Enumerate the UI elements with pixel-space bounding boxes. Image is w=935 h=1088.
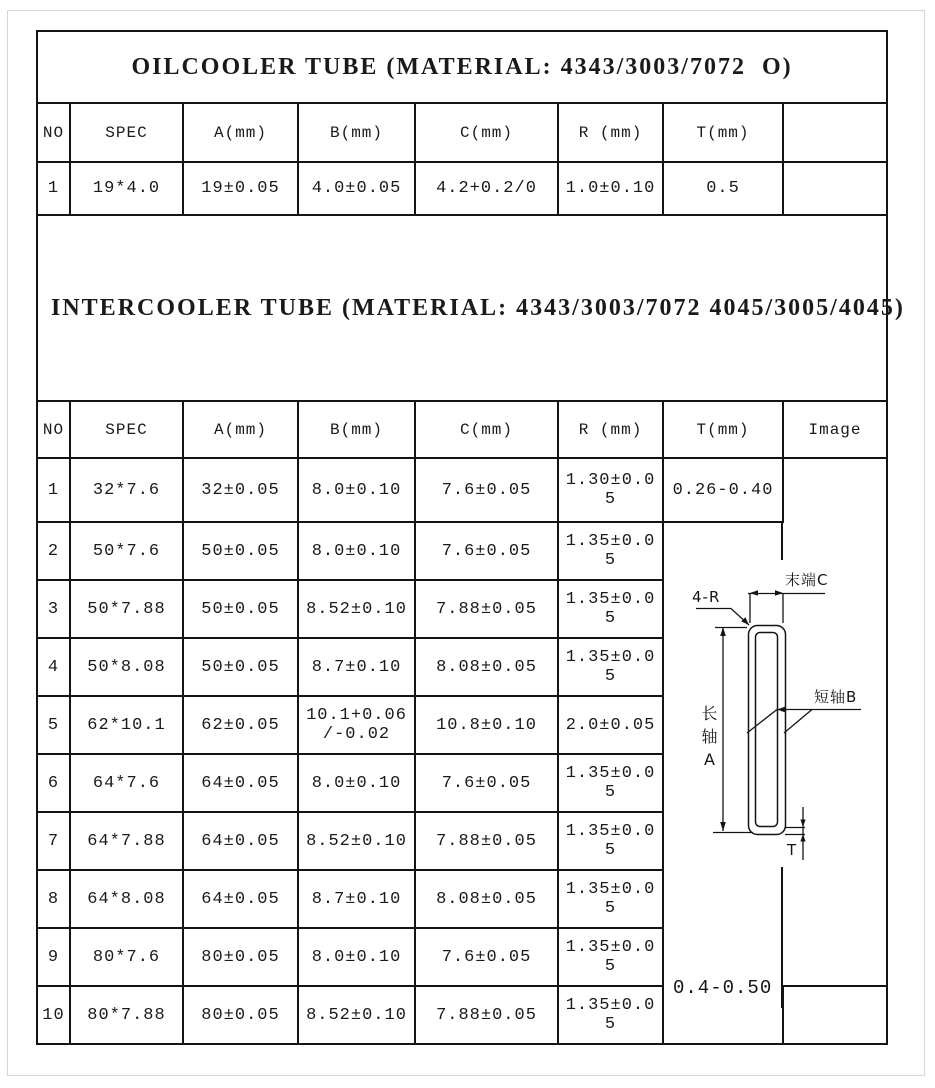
cell-b: 8.52±0.10 (298, 986, 415, 1044)
cell-c: 7.88±0.05 (415, 812, 558, 870)
cell-no: 3 (37, 580, 70, 638)
t-range-bottom: 0.4-0.50 (673, 977, 773, 999)
cell-no: 1 (37, 458, 70, 522)
cell-c: 7.6±0.05 (415, 522, 558, 580)
long-axis-label: 长轴A (701, 704, 719, 770)
cell-c: 7.88±0.05 (415, 986, 558, 1044)
col-header-b: B(mm) (298, 103, 415, 162)
cell-no: 9 (37, 928, 70, 986)
cell-b: 8.0±0.10 (298, 928, 415, 986)
col-header-r: R (mm) (558, 103, 663, 162)
cell-a: 64±0.05 (183, 812, 298, 870)
cell-a: 50±0.05 (183, 522, 298, 580)
cell-b: 4.0±0.05 (298, 162, 415, 215)
cell-no: 1 (37, 162, 70, 215)
cell-b: 8.7±0.10 (298, 638, 415, 696)
cell-no: 5 (37, 696, 70, 754)
cell-no: 8 (37, 870, 70, 928)
cell-a: 80±0.05 (183, 928, 298, 986)
col-header-spec: SPEC (70, 401, 183, 458)
cell-c: 8.08±0.05 (415, 870, 558, 928)
cell-spec: 64*8.08 (70, 870, 183, 928)
cell-b: 8.0±0.10 (298, 754, 415, 812)
cell-no: 6 (37, 754, 70, 812)
cell-a: 64±0.05 (183, 754, 298, 812)
cell-a: 50±0.05 (183, 638, 298, 696)
cell-r: 1.35±0.05 (558, 986, 663, 1044)
cell-c: 7.6±0.05 (415, 754, 558, 812)
intercooler-table (36, 400, 888, 1045)
intercooler-title-block (36, 216, 905, 400)
cell-spec: 50*7.88 (70, 580, 183, 638)
cell-b: 8.0±0.10 (298, 458, 415, 522)
col-header-t: T(mm) (663, 401, 783, 458)
cell-spec: 50*7.6 (70, 522, 183, 580)
cell-r: 1.35±0.05 (558, 812, 663, 870)
cell-r: 1.35±0.05 (558, 522, 663, 580)
cell-t-range: 0.26-0.40 (663, 458, 783, 522)
col-header-b: B(mm) (298, 401, 415, 458)
cell-r: 1.35±0.05 (558, 754, 663, 812)
table-row (37, 522, 887, 580)
cell-spec: 64*7.88 (70, 812, 183, 870)
cell-c: 8.08±0.05 (415, 638, 558, 696)
cell-b: 8.52±0.10 (298, 812, 415, 870)
col-header-no: NO (37, 401, 70, 458)
col-header-r: R (mm) (558, 401, 663, 458)
image-cell-bottom (783, 986, 887, 1044)
cell-a: 32±0.05 (183, 458, 298, 522)
intercooler-title: INTERCOOLER TUBE (MATERIAL: 4343/3003/7072 4045/3005/4045) (51, 294, 905, 321)
table-row (37, 162, 887, 215)
cell-spec: 62*10.1 (70, 696, 183, 754)
col-header-a: A(mm) (183, 401, 298, 458)
col-header-blank (783, 103, 887, 162)
table-row (37, 458, 887, 522)
cell-r: 2.0±0.05 (558, 696, 663, 754)
cell-spec: 80*7.6 (70, 928, 183, 986)
thickness-label: T (787, 841, 798, 859)
cell-a: 19±0.05 (183, 162, 298, 215)
cell-r: 1.35±0.05 (558, 870, 663, 928)
cell-a: 62±0.05 (183, 696, 298, 754)
cell-no: 10 (37, 986, 70, 1044)
cell-r: 1.35±0.05 (558, 638, 663, 696)
cell-b: 8.7±0.10 (298, 870, 415, 928)
table-header-row (37, 401, 887, 458)
cell-spec: 80*7.88 (70, 986, 183, 1044)
cell-b: 8.52±0.10 (298, 580, 415, 638)
cell-c: 10.8±0.10 (415, 696, 558, 754)
cell-no: 2 (37, 522, 70, 580)
cell-c: 4.2+0.2/0 (415, 162, 558, 215)
col-header-image: Image (783, 401, 887, 458)
cell-a: 64±0.05 (183, 870, 298, 928)
table-header-row (37, 103, 887, 162)
cell-r: 1.35±0.05 (558, 580, 663, 638)
image-column-merged (783, 458, 887, 986)
cell-c: 7.6±0.05 (415, 928, 558, 986)
table-row (37, 31, 887, 103)
cell-a: 50±0.05 (183, 580, 298, 638)
short-axis-label: 短轴B (814, 688, 858, 706)
cell-c: 7.88±0.05 (415, 580, 558, 638)
end-width-label: 末端C (785, 571, 829, 589)
corner-radius-label: 4-R (692, 588, 721, 606)
cell-t: 0.5 (663, 162, 783, 215)
cell-spec: 64*7.6 (70, 754, 183, 812)
cell-no: 4 (37, 638, 70, 696)
col-header-c: C(mm) (415, 401, 558, 458)
cell-spec: 50*8.08 (70, 638, 183, 696)
cell-no: 7 (37, 812, 70, 870)
cell-spec: 32*7.6 (70, 458, 183, 522)
cell-blank (783, 162, 887, 215)
col-header-c: C(mm) (415, 103, 558, 162)
cell-b: 8.0±0.10 (298, 522, 415, 580)
oilcooler-title: OILCOOLER TUBE (MATERIAL: 4343/3003/7072 O) (37, 31, 887, 103)
cell-r: 1.35±0.05 (558, 928, 663, 986)
cell-r: 1.0±0.10 (558, 162, 663, 215)
col-header-t: T(mm) (663, 103, 783, 162)
cell-r: 1.30±0.05 (558, 458, 663, 522)
t-column-merged (663, 522, 858, 1044)
cell-a: 80±0.05 (183, 986, 298, 1044)
col-header-no: NO (37, 103, 70, 162)
oilcooler-table (36, 30, 888, 216)
col-header-a: A(mm) (183, 103, 298, 162)
spec-sheet (36, 30, 905, 1045)
col-header-spec: SPEC (70, 103, 183, 162)
cell-spec: 19*4.0 (70, 162, 183, 215)
cell-c: 7.6±0.05 (415, 458, 558, 522)
cell-b: 10.1+0.06/-0.02 (298, 696, 415, 754)
